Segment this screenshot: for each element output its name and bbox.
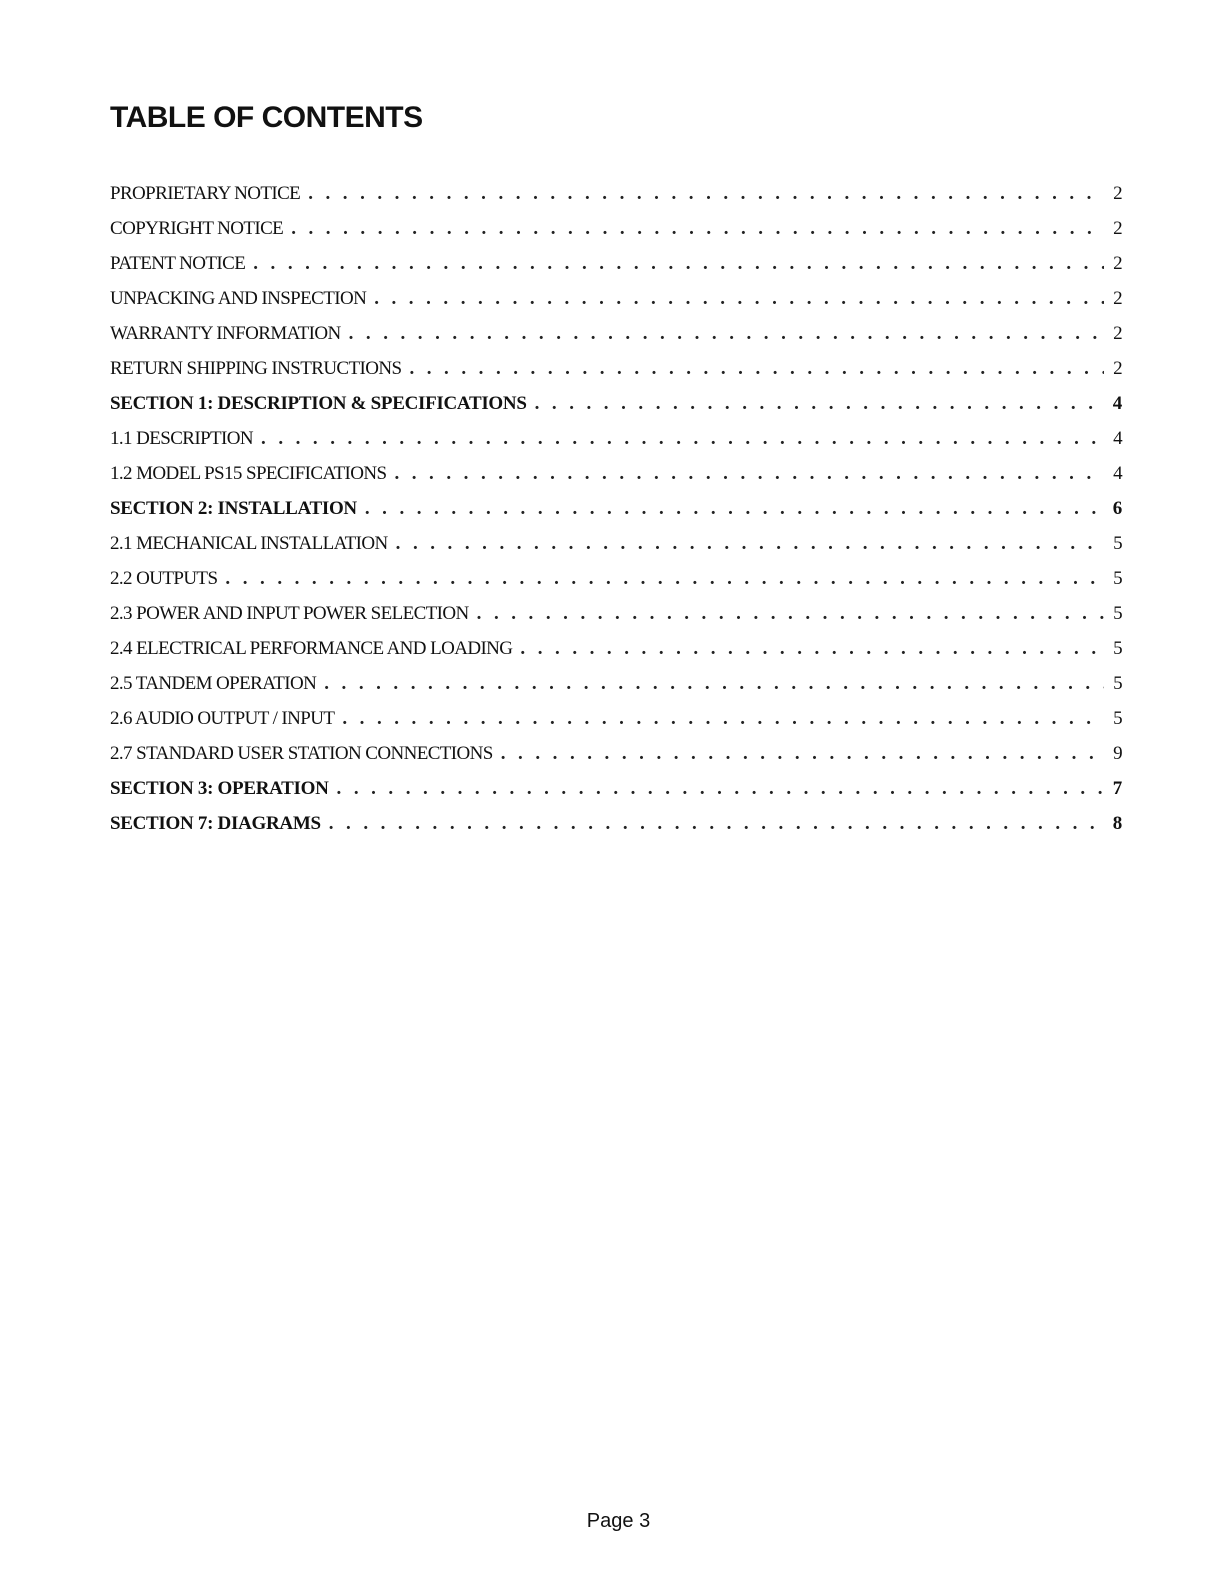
dot-leader	[291, 211, 1104, 246]
dot-leader	[342, 701, 1104, 736]
toc-entry-page-number: 8	[1112, 813, 1122, 834]
toc-entry	[110, 176, 1122, 211]
toc-entry	[110, 211, 1122, 246]
dot-leader	[225, 561, 1104, 596]
toc-entry	[110, 701, 1122, 736]
toc-list	[110, 176, 1122, 841]
toc-entry-page-number: 2	[1113, 323, 1122, 344]
dot-leader	[396, 526, 1104, 561]
toc-entry-page-number: 5	[1113, 603, 1122, 624]
toc-entry	[110, 666, 1122, 701]
toc-entry-label: SECTION 2: INSTALLATION	[110, 498, 357, 519]
toc-entry-label: PATENT NOTICE	[110, 253, 246, 274]
dot-leader	[520, 631, 1104, 666]
toc-entry	[110, 421, 1122, 456]
toc-entry-page-number: 4	[1113, 463, 1122, 484]
dot-leader	[324, 666, 1104, 701]
toc-entry	[110, 281, 1122, 316]
toc-entry-label: 2.2 OUTPUTS	[110, 568, 218, 589]
toc-entry-label: 1.1 DESCRIPTION	[110, 428, 254, 449]
toc-entry-label: 2.7 STANDARD USER STATION CONNECTIONS	[110, 743, 493, 764]
toc-entry-page-number: 2	[1113, 253, 1122, 274]
toc-entry-page-number: 5	[1113, 568, 1122, 589]
toc-entry-label: SECTION 7: DIAGRAMS	[110, 813, 321, 834]
toc-entry-label: COPYRIGHT NOTICE	[110, 218, 284, 239]
dot-leader	[308, 176, 1104, 211]
toc-entry-page-number: 5	[1113, 638, 1122, 659]
toc-entry	[110, 316, 1122, 351]
dot-leader	[349, 316, 1104, 351]
toc-entry	[110, 491, 1122, 526]
toc-entry-label: PROPRIETARY NOTICE	[110, 183, 301, 204]
dot-leader	[365, 491, 1104, 526]
toc-entry-label: UNPACKING AND INSPECTION	[110, 288, 367, 309]
toc-entry	[110, 771, 1122, 806]
page-number-footer: Page 3	[586, 1510, 651, 1532]
toc-entry-label: 1.2 MODEL PS15 SPECIFICATIONS	[110, 463, 387, 484]
page-title: TABLE OF CONTENTS	[110, 101, 423, 134]
toc-entry-page-number: 5	[1113, 673, 1122, 694]
toc-entry	[110, 561, 1122, 596]
toc-entry	[110, 526, 1122, 561]
toc-entry	[110, 736, 1122, 771]
toc-entry	[110, 456, 1122, 491]
toc-entry	[110, 246, 1122, 281]
toc-entry-page-number: 4	[1112, 393, 1122, 414]
dot-leader	[261, 421, 1104, 456]
toc-entry-label: RETURN SHIPPING INSTRUCTIONS	[110, 358, 402, 379]
toc-entry	[110, 596, 1122, 631]
toc-entry-page-number: 2	[1113, 183, 1122, 204]
toc-entry	[110, 631, 1122, 666]
toc-entry-label: SECTION 3: OPERATION	[110, 778, 329, 799]
toc-entry-page-number: 4	[1113, 428, 1122, 449]
toc-entry-page-number: 9	[1113, 743, 1122, 764]
toc-entry-label: 2.5 TANDEM OPERATION	[110, 673, 317, 694]
dot-leader	[501, 736, 1104, 771]
dot-leader	[337, 771, 1104, 806]
toc-entry-page-number: 2	[1113, 288, 1122, 309]
toc-entry	[110, 386, 1122, 421]
dot-leader	[477, 596, 1104, 631]
toc-entry-page-number: 2	[1113, 218, 1122, 239]
toc-entry-page-number: 2	[1113, 358, 1122, 379]
dot-leader	[409, 351, 1104, 386]
dot-leader	[394, 456, 1104, 491]
toc-entry-label: WARRANTY INFORMATION	[110, 323, 341, 344]
toc-entry-label: 2.3 POWER AND INPUT POWER SELECTION	[110, 603, 469, 624]
toc-entry-label: SECTION 1: DESCRIPTION & SPECIFICATIONS	[110, 393, 527, 414]
toc-entry-label: 2.6 AUDIO OUTPUT / INPUT	[110, 708, 335, 729]
toc-entry-page-number: 7	[1112, 778, 1122, 799]
toc-entry-page-number: 6	[1112, 498, 1122, 519]
toc-entry	[110, 351, 1122, 386]
dot-leader	[535, 386, 1104, 421]
dot-leader	[374, 281, 1104, 316]
toc-entry-page-number: 5	[1113, 708, 1122, 729]
toc-entry-label: 2.1 MECHANICAL INSTALLATION	[110, 533, 388, 554]
dot-leader	[253, 246, 1104, 281]
toc-entry-page-number: 5	[1113, 533, 1122, 554]
toc-entry	[110, 806, 1122, 841]
toc-entry-label: 2.4 ELECTRICAL PERFORMANCE AND LOADING	[110, 638, 513, 659]
dot-leader	[329, 806, 1104, 841]
